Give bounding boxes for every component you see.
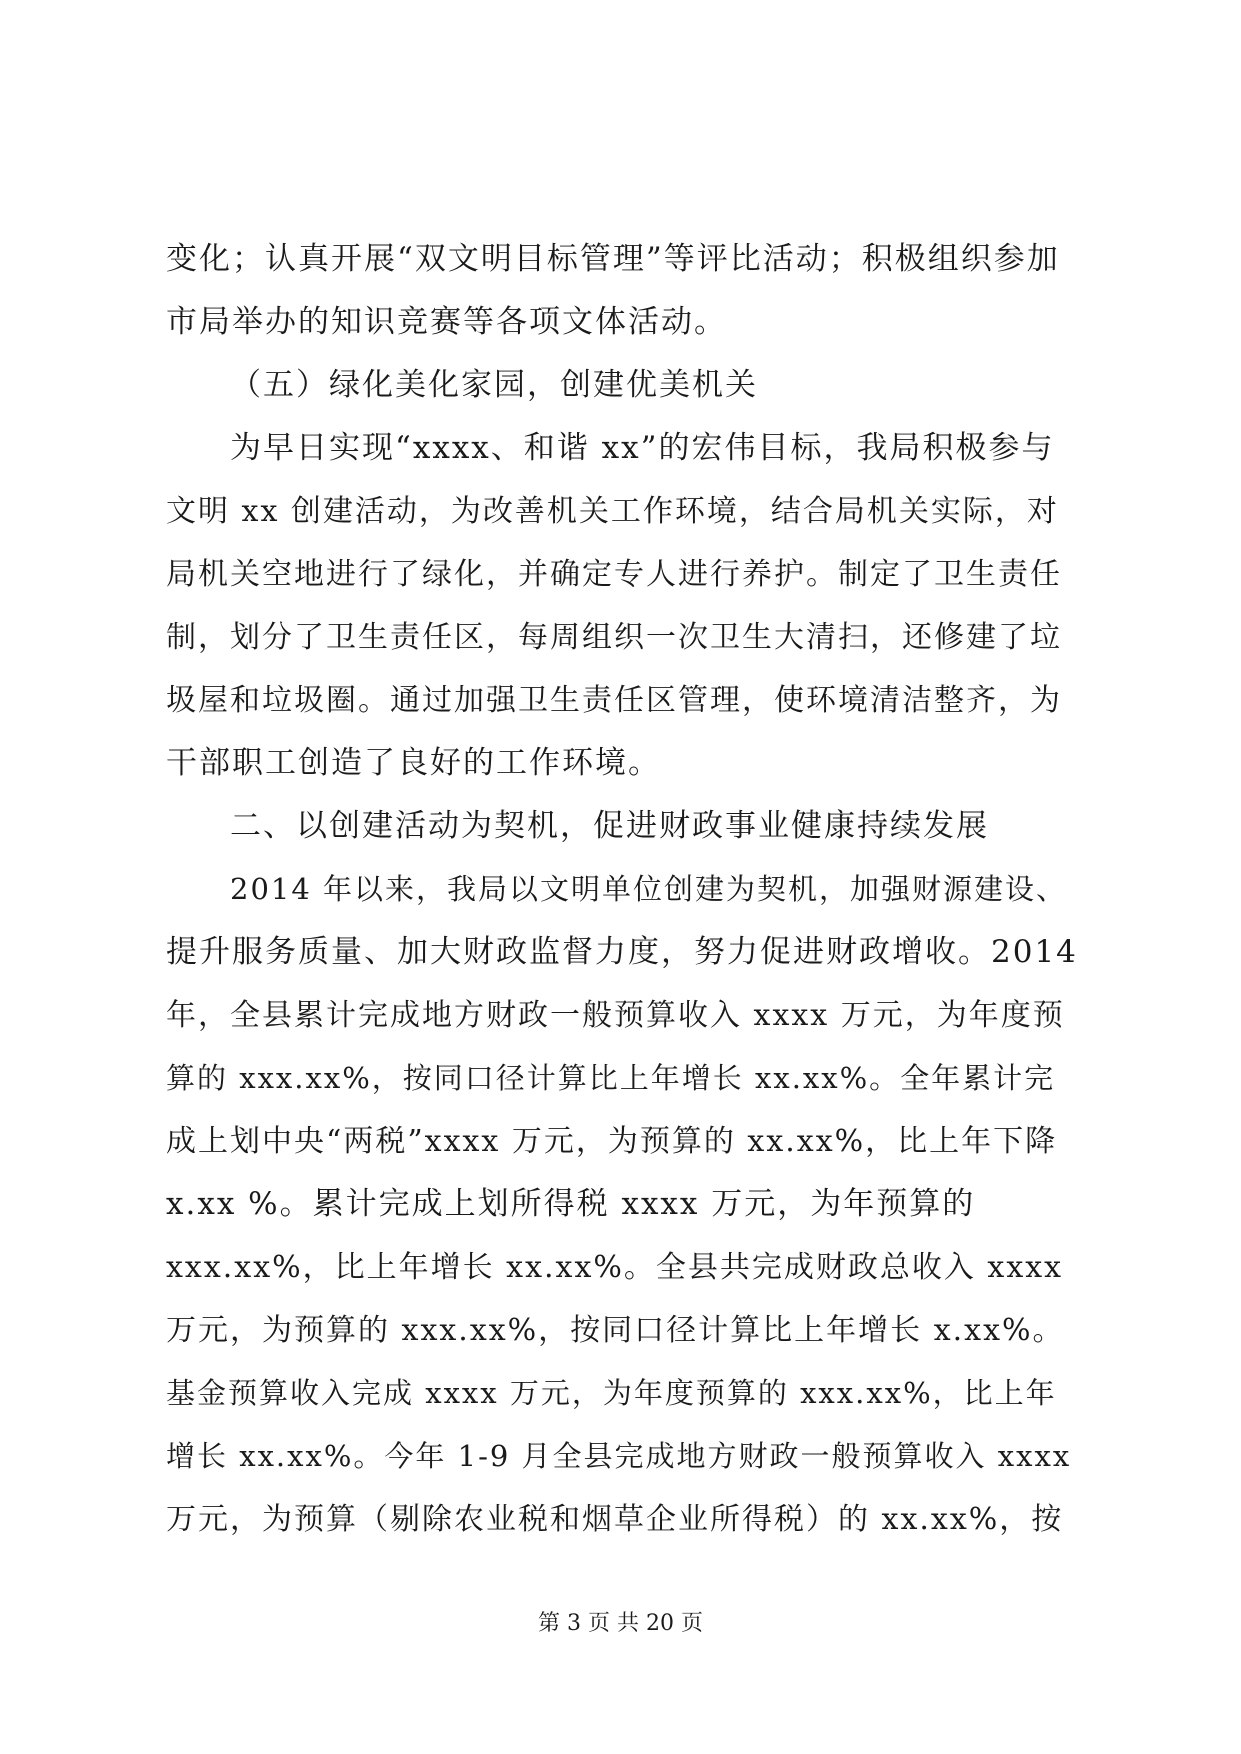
text-line-8: 圾屋和垃圾圈。通过加强卫生责任区管理，使环境清洁整齐，为 bbox=[166, 683, 1062, 718]
text-line-19: 基金预算收入完成 xxxx 万元，为年度预算的 xxx.xx%，比上年 bbox=[166, 1376, 1057, 1410]
text-line-17: xxx.xx%，比上年增长 xx.xx%。全县共完成财政总收入 xxxx bbox=[166, 1250, 1064, 1285]
text-line-1: 变化；认真开展“双文明目标管理”等评比活动；积极组织参加 bbox=[166, 241, 1060, 277]
page-number-footer: 第 3 页 共 20 页 bbox=[538, 1611, 703, 1636]
text-line-11: 2014 年以来，我局以文明单位创建为契机，加强财源建设、 bbox=[230, 872, 1068, 906]
text-line-13: 年，全县累计完成地方财政一般预算收入 xxxx 万元，为年度预 bbox=[166, 998, 1065, 1033]
text-line-7: 制，划分了卫生责任区，每周组织一次卫生大清扫，还修建了垃 bbox=[166, 620, 1062, 655]
text-line-20: 增长 xx.xx%。今年 1-9 月全县完成地方财政一般预算收入 xxxx bbox=[166, 1439, 1072, 1473]
text-line-16: x.xx %。累计完成上划所得税 xxxx 万元，为年预算的 bbox=[166, 1186, 976, 1222]
text-line-14: 算的 xxx.xx%，按同口径计算比上年增长 xx.xx%。全年累计完 bbox=[166, 1061, 1056, 1095]
document-body bbox=[166, 228, 1078, 1551]
text-line-5: 文明 xx 创建活动，为改善机关工作环境，结合局机关实际，对 bbox=[166, 494, 1059, 529]
text-line-6: 局机关空地进行了绿化，并确定专人进行养护。制定了卫生责任 bbox=[166, 557, 1062, 592]
section-heading-two: 二、以创建活动为契机，促进财政事业健康持续发展 bbox=[230, 808, 989, 844]
text-line-9: 干部职工创造了良好的工作环境。 bbox=[166, 745, 661, 781]
text-line-21: 万元，为预算（剔除农业税和烟草企业所得税）的 xx.xx%，按 bbox=[166, 1502, 1064, 1537]
section-heading-five: （五）绿化美化家园，创建优美机关 bbox=[230, 367, 758, 403]
text-line-2: 市局举办的知识竞赛等各项文体活动。 bbox=[166, 304, 727, 340]
text-line-12: 提升服务质量、加大财政监督力度，努力促进财政增收。2014 bbox=[166, 934, 1078, 970]
text-line-18: 万元，为预算的 xxx.xx%，按同口径计算比上年增长 x.xx%。 bbox=[166, 1313, 1065, 1348]
text-line-15: 成上划中央“两税”xxxx 万元，为预算的 xx.xx%，比上年下降 bbox=[166, 1124, 1058, 1159]
text-line-4: 为早日实现“xxxx、和谐 xx”的宏伟目标，我局积极参与 bbox=[230, 430, 1055, 466]
